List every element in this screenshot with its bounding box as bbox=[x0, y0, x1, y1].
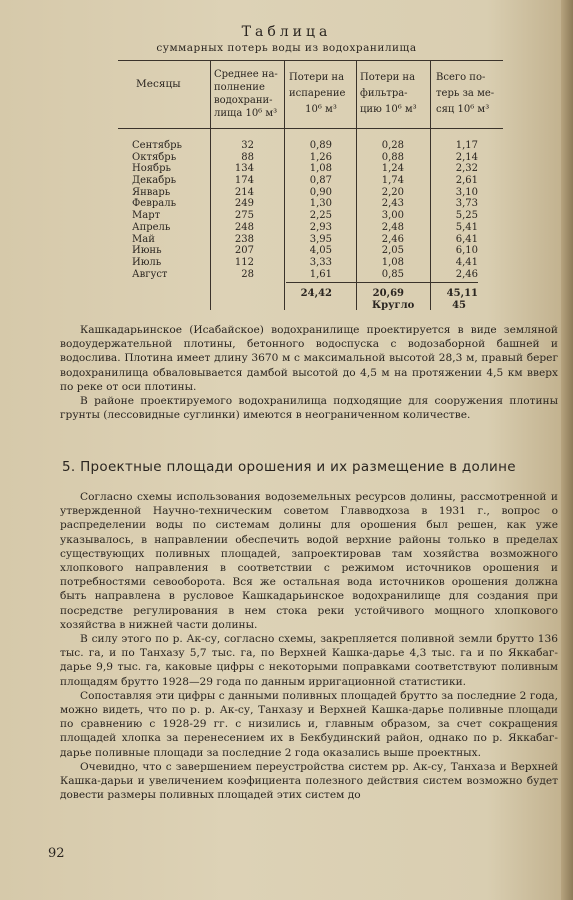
sum-rule bbox=[286, 282, 478, 283]
table-cell-filtration: 1,08 bbox=[381, 256, 404, 268]
table-cell-evaporation: 4,05 bbox=[309, 245, 332, 257]
paragraph: В силу этого по р. Ак-су, согласно схемы, закрепляется поливной земли брутто 136 тыс. га, и по Танхазу 5,7 тыс. га, по Верхней Кашка-дарье 4,3 тыс. га и по Яккабаг-дарье 9,9 тыс. га, каковые цифры с некоторыми поправками соответствуют поливным площадям брутто 1928—29 года по данным ирригационной статистики. bbox=[60, 633, 558, 688]
table-cell-filtration: 2,48 bbox=[381, 221, 404, 233]
table-cell-filling: 32 bbox=[241, 140, 254, 151]
sum-filtration: 20,69 bbox=[372, 288, 404, 299]
table-cell-filling: 207 bbox=[234, 245, 254, 257]
column-total bbox=[440, 140, 478, 280]
page-edge bbox=[561, 0, 573, 900]
table-cell-total: 4,41 bbox=[455, 256, 478, 268]
table-cell-evaporation: 0,87 bbox=[309, 175, 332, 187]
table-cell-total: 2,32 bbox=[455, 163, 478, 175]
table-cell-total: 6,41 bbox=[455, 233, 478, 245]
table-cell-total: 6,10 bbox=[455, 245, 478, 257]
table-cell-filling: 112 bbox=[234, 256, 254, 268]
table-cell-filtration: 3,00 bbox=[381, 210, 404, 222]
table-cell-filtration: 2,20 bbox=[381, 186, 404, 198]
table-cell-evaporation: 1,30 bbox=[309, 198, 332, 210]
column-months bbox=[132, 140, 208, 280]
table-cell-month: Декабрь bbox=[132, 175, 177, 187]
table-cell-month: Октябрь bbox=[132, 151, 177, 163]
sum-total: 45,11 bbox=[446, 288, 478, 299]
table-cell-total: 2,14 bbox=[455, 151, 478, 163]
table-top-rule bbox=[118, 60, 503, 61]
table-cell-filling: 275 bbox=[234, 210, 254, 222]
table-cell-month: Январь bbox=[132, 186, 171, 198]
sum-evaporation: 24,42 bbox=[300, 288, 332, 299]
table-cell-evaporation: 1,26 bbox=[309, 151, 332, 163]
column-filtration bbox=[362, 140, 404, 280]
table-cell-filling: 249 bbox=[234, 198, 254, 210]
table-header-rule bbox=[118, 128, 503, 129]
paragraph: Очевидно, что с завершением переустройства систем рр. Ак-су, Танхаза и Верхней Кашка-дарьи и увеличением коэфициента полезного действия систем возможно будет довести размеры поливных площадей этих систем до bbox=[60, 760, 558, 802]
header-filling: Среднее на- полнение водохрани- лища 10⁶ м³ bbox=[214, 69, 278, 119]
table-cell-filling: 174 bbox=[234, 175, 254, 187]
header-total: Всего по- терь за ме- сяц 10⁶ м³ bbox=[436, 72, 495, 115]
table-cell-total: 5,41 bbox=[455, 221, 478, 233]
table-cell-total: 5,25 bbox=[455, 210, 478, 222]
page-number: 92 bbox=[48, 846, 65, 861]
table-cell-filtration: 2,05 bbox=[381, 245, 404, 257]
table-cell-month: Май bbox=[132, 233, 155, 245]
table-col-rule-2 bbox=[284, 60, 285, 310]
column-evaporation bbox=[290, 140, 332, 280]
table-title: Таблица bbox=[241, 24, 332, 40]
round-label: Кругло bbox=[372, 300, 415, 311]
table-cell-filling: 134 bbox=[234, 163, 254, 175]
table-cell-month: Сентябрь bbox=[132, 140, 182, 151]
text-block-bottom bbox=[60, 490, 558, 802]
table-cell-filtration: 0,85 bbox=[381, 268, 404, 280]
table-cell-total: 3,73 bbox=[455, 198, 478, 210]
section-heading: 5. Проектные площади орошения и их размещение в долине bbox=[62, 459, 516, 475]
table-cell-total: 2,61 bbox=[455, 175, 478, 187]
table-col-rule-4 bbox=[430, 60, 431, 310]
text-block-top bbox=[60, 323, 558, 422]
table-cell-filling: 214 bbox=[234, 186, 254, 198]
table-cell-evaporation: 1,08 bbox=[309, 163, 332, 175]
table-cell-filling: 28 bbox=[241, 268, 254, 280]
header-evaporation: Потери на испарение 10⁶ м³ bbox=[289, 72, 346, 115]
table-cell-month: Апрель bbox=[132, 221, 171, 233]
table-cell-month: Август bbox=[132, 268, 168, 280]
header-filtration: Потери на фильтра- цию 10⁶ м³ bbox=[360, 72, 417, 115]
table-subtitle: суммарных потерь воды из водохранилища bbox=[156, 42, 417, 54]
table-cell-evaporation: 2,25 bbox=[309, 210, 332, 222]
table-col-rule-3 bbox=[356, 60, 357, 310]
table-col-rule-1 bbox=[210, 60, 211, 310]
table-cell-filtration: 2,46 bbox=[381, 233, 404, 245]
round-total: 45 bbox=[452, 300, 466, 311]
table-cell-filling: 248 bbox=[234, 221, 254, 233]
table-cell-month: Март bbox=[132, 210, 161, 222]
table-cell-total: 2,46 bbox=[455, 268, 478, 280]
table-cell-filling: 88 bbox=[241, 151, 254, 163]
table-cell-filling: 238 bbox=[234, 233, 254, 245]
paragraph: Кашкадарьинское (Исабайское) водохранилище проектируется в виде земляной водоудержательной плотины, бетонного водоспуска с водозаборной башней и водослива. Плотина имеет длину 3670 м с максимальной высотой 28,3 м, правый берег водохранилища обваловывается дамбой высотой до 4,5 м на протяжении 4,5 км вверх по реке от оси плотины. bbox=[60, 324, 558, 393]
table-cell-filtration: 1,74 bbox=[381, 175, 404, 187]
table-cell-month: Июнь bbox=[132, 245, 162, 257]
table-cell-total: 3,10 bbox=[455, 186, 478, 198]
table-cell-month: Ноябрь bbox=[132, 163, 171, 175]
header-month: Месяцы bbox=[136, 78, 181, 90]
table-cell-filtration: 0,88 bbox=[381, 151, 404, 163]
table-cell-filtration: 0,28 bbox=[381, 140, 404, 151]
paragraph: Сопоставляя эти цифры с данными поливных площадей брутто за последние 2 года, можно видеть, что по р. р. Ак-су, Танхазу и Верхней Кашка-дарье поливные площади по сравнению с 1928-29 гг. с низились и, главным образом, за счет сокращения площадей хлопка за перенесением их в Бекбудинский район, однако по р. Яккабаг-дарье поливные площади за последние 2 года оказались выше проектных. bbox=[60, 689, 558, 759]
column-filling bbox=[214, 140, 254, 280]
table-cell-total: 1,17 bbox=[455, 140, 478, 151]
table-cell-filtration: 1,24 bbox=[381, 163, 404, 175]
table-cell-month: Июль bbox=[132, 256, 162, 268]
paragraph: Согласно схемы использования водоземельных ресурсов долины, рассмотренной и утвержденной Научно-техническим советом Главводхоза в 1931 г., вопрос о распределении воды по системам долины для орошения был решен, как уже указывалось, в направлении обеспечить водой верхние районы только в пределах существующих поливных площадей, запроектировав там хозяйства возможного хлопкового направления в соответствии с режимом источников орошения и потребностями севооборота. Вся же остальная вода источников орошения должна быть направлена в русловое Кашкадарьинское водохранилище для создания при посредстве регулирования в нем стока реки устойчивого мощного хлопкового хозяйства в нижней части долины. bbox=[60, 491, 558, 631]
table-cell-evaporation: 2,93 bbox=[309, 221, 332, 233]
table-cell-evaporation: 0,90 bbox=[309, 186, 332, 198]
table-cell-month: Февраль bbox=[132, 198, 177, 210]
table-cell-evaporation: 1,61 bbox=[309, 268, 332, 280]
table-cell-evaporation: 3,33 bbox=[309, 256, 332, 268]
table-cell-evaporation: 3,95 bbox=[309, 233, 332, 245]
table-cell-evaporation: 0,89 bbox=[309, 140, 332, 151]
paragraph: В районе проектируемого водохранилища подходящие для сооружения плотины грунты (лессовидные суглинки) имеются в неограниченном количестве. bbox=[60, 395, 558, 422]
table-cell-filtration: 2,43 bbox=[381, 198, 404, 210]
